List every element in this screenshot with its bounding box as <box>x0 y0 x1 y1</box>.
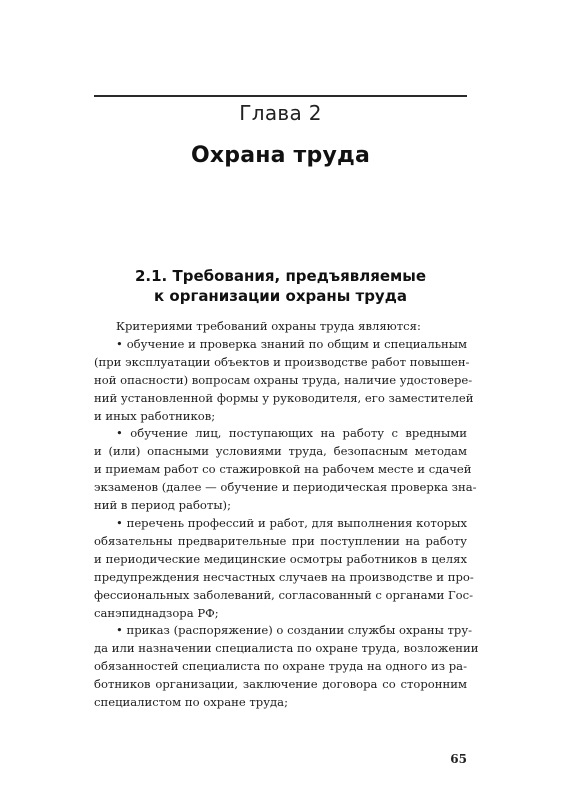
body-line: специалистом по охране труда; <box>94 695 288 710</box>
body-line: предупреждения несчастных случаев на производстве и про- <box>94 569 474 584</box>
body-line: • обучение лиц, поступающих на работу с вредными <box>116 426 467 441</box>
body-line: и периодические медицинские осмотры работников в целях <box>94 551 467 566</box>
body-line: и (или) опасными условиями труда, безопасным методам <box>94 444 467 459</box>
body-line: • обучение и проверка знаний по общим и специальным <box>116 336 467 351</box>
body-line: ботников организации, заключение договора со сторонним <box>94 677 467 692</box>
body-line: (при эксплуатации объектов и производстве работ повышен- <box>94 354 470 369</box>
chapter-rule <box>94 95 467 97</box>
body-line: санэпиднадзора РФ; <box>94 605 219 620</box>
body-line: ной опасности) вопросам охраны труда, наличие удостовере- <box>94 372 473 387</box>
body-line: и иных работников; <box>94 408 216 423</box>
body-line: да или назначении специалиста по охране труда, возложении <box>94 641 479 656</box>
body-line: • приказ (распоряжение) о создании службы охраны тру- <box>116 623 473 638</box>
body-line: обязательны предварительные при поступлении на работу <box>94 533 467 548</box>
body-line: фессиональных заболеваний, согласованный с органами Гос- <box>94 587 474 602</box>
chapter-title: Охрана труда <box>190 143 371 168</box>
body-line: • перечень профессий и работ, для выполнения которых <box>116 515 467 530</box>
body-text <box>94 318 479 712</box>
page-number: 65 <box>450 752 467 766</box>
body-line: и приемам работ со стажировкой на рабочем месте и сдачей <box>94 462 472 477</box>
body-line: экзаменов (далее — обучение и периодическая проверка зна- <box>94 480 477 495</box>
body-line: обязанностей специалиста по охране труда на одного из ра- <box>94 659 467 674</box>
section-heading-line-1: 2.1. Требования, предъявляемые <box>134 267 427 285</box>
body-line: Критериями требований охраны труда являются: <box>116 319 421 333</box>
section-heading <box>94 266 467 306</box>
body-line: ний установленной формы у руководителя, его заместителей <box>94 390 474 405</box>
chapter-label: Глава 2 <box>239 101 322 125</box>
body-line: ний в период работы); <box>94 498 231 513</box>
section-heading-line-2: к организации охраны труда <box>154 287 407 305</box>
